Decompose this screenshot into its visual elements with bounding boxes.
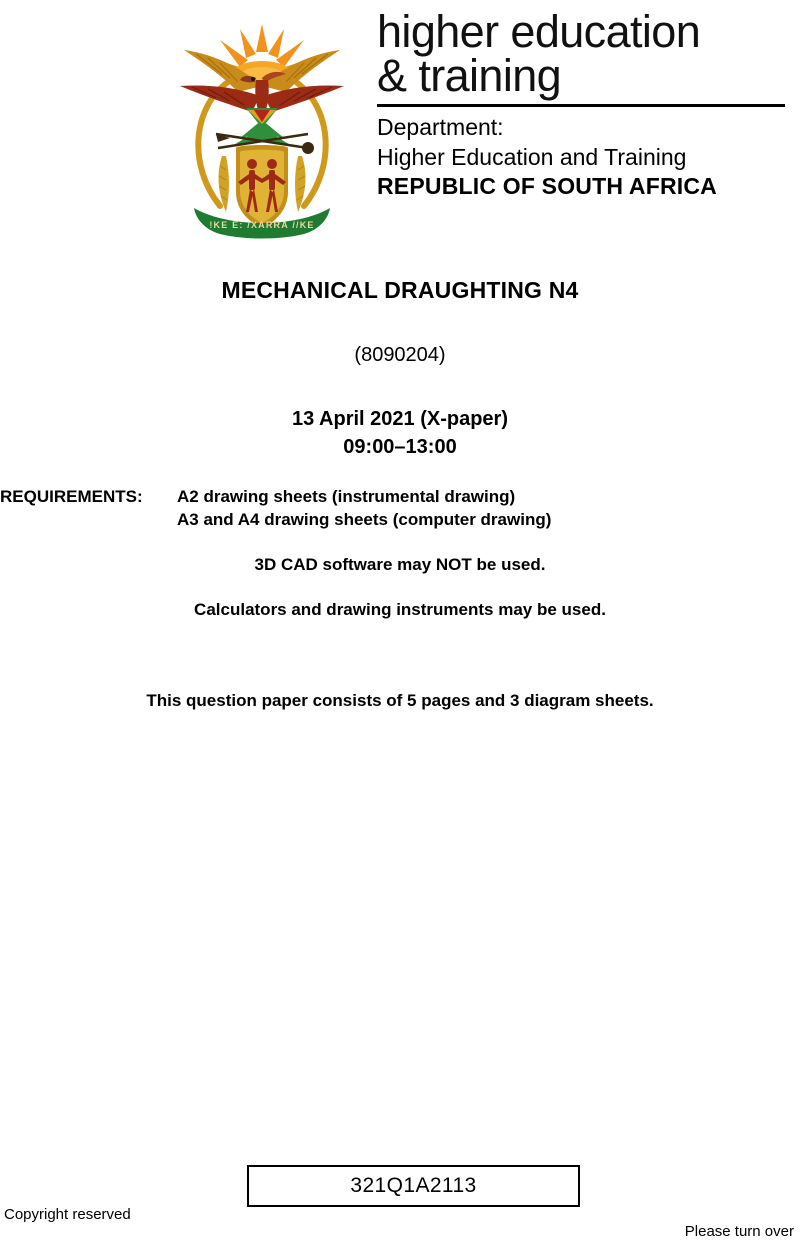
svg-text:!KE E: /XARRA //KE: !KE E: /XARRA //KE <box>209 220 315 230</box>
requirements-item: A3 and A4 drawing sheets (computer drawing) <box>177 510 552 530</box>
country-name: REPUBLIC OF SOUTH AFRICA <box>377 173 717 200</box>
department-name: Higher Education and Training <box>377 143 687 170</box>
department-title-line2: & training <box>377 49 562 101</box>
department-title <box>377 6 789 101</box>
letterhead-divider <box>377 104 785 107</box>
exam-time: 09:00–13:00 <box>343 436 457 459</box>
note-cad-restriction: 3D CAD software may NOT be used. <box>254 555 546 574</box>
note-allowed-instruments: Calculators and drawing instruments may be used. <box>194 600 606 619</box>
note-page-count: This question paper consists of 5 pages and 3 diagram sheets. <box>146 691 654 710</box>
requirements-label: REQUIREMENTS: <box>0 487 143 506</box>
requirements-list <box>177 485 551 532</box>
turn-over-notice: Please turn over <box>684 1223 794 1240</box>
page-title: MECHANICAL DRAUGHTING N4 <box>221 277 579 303</box>
department-label: Department: <box>377 114 504 141</box>
department-title-line1: higher education <box>377 6 701 57</box>
copyright-notice: Copyright reserved <box>4 1206 131 1223</box>
paper-code: 321Q1A2113 <box>350 1174 477 1197</box>
exam-datetime <box>0 405 800 462</box>
department-wordmark <box>377 6 789 202</box>
south-african-coat-of-arms-icon <box>168 16 356 240</box>
letterhead <box>0 0 800 245</box>
exam-date: 13 April 2021 (X-paper) <box>291 408 508 430</box>
subject-code: (8090204) <box>354 344 446 366</box>
paper-code-box <box>247 1165 580 1207</box>
department-subtitle <box>377 113 789 201</box>
requirements-item: A2 drawing sheets (instrumental drawing) <box>177 487 516 506</box>
